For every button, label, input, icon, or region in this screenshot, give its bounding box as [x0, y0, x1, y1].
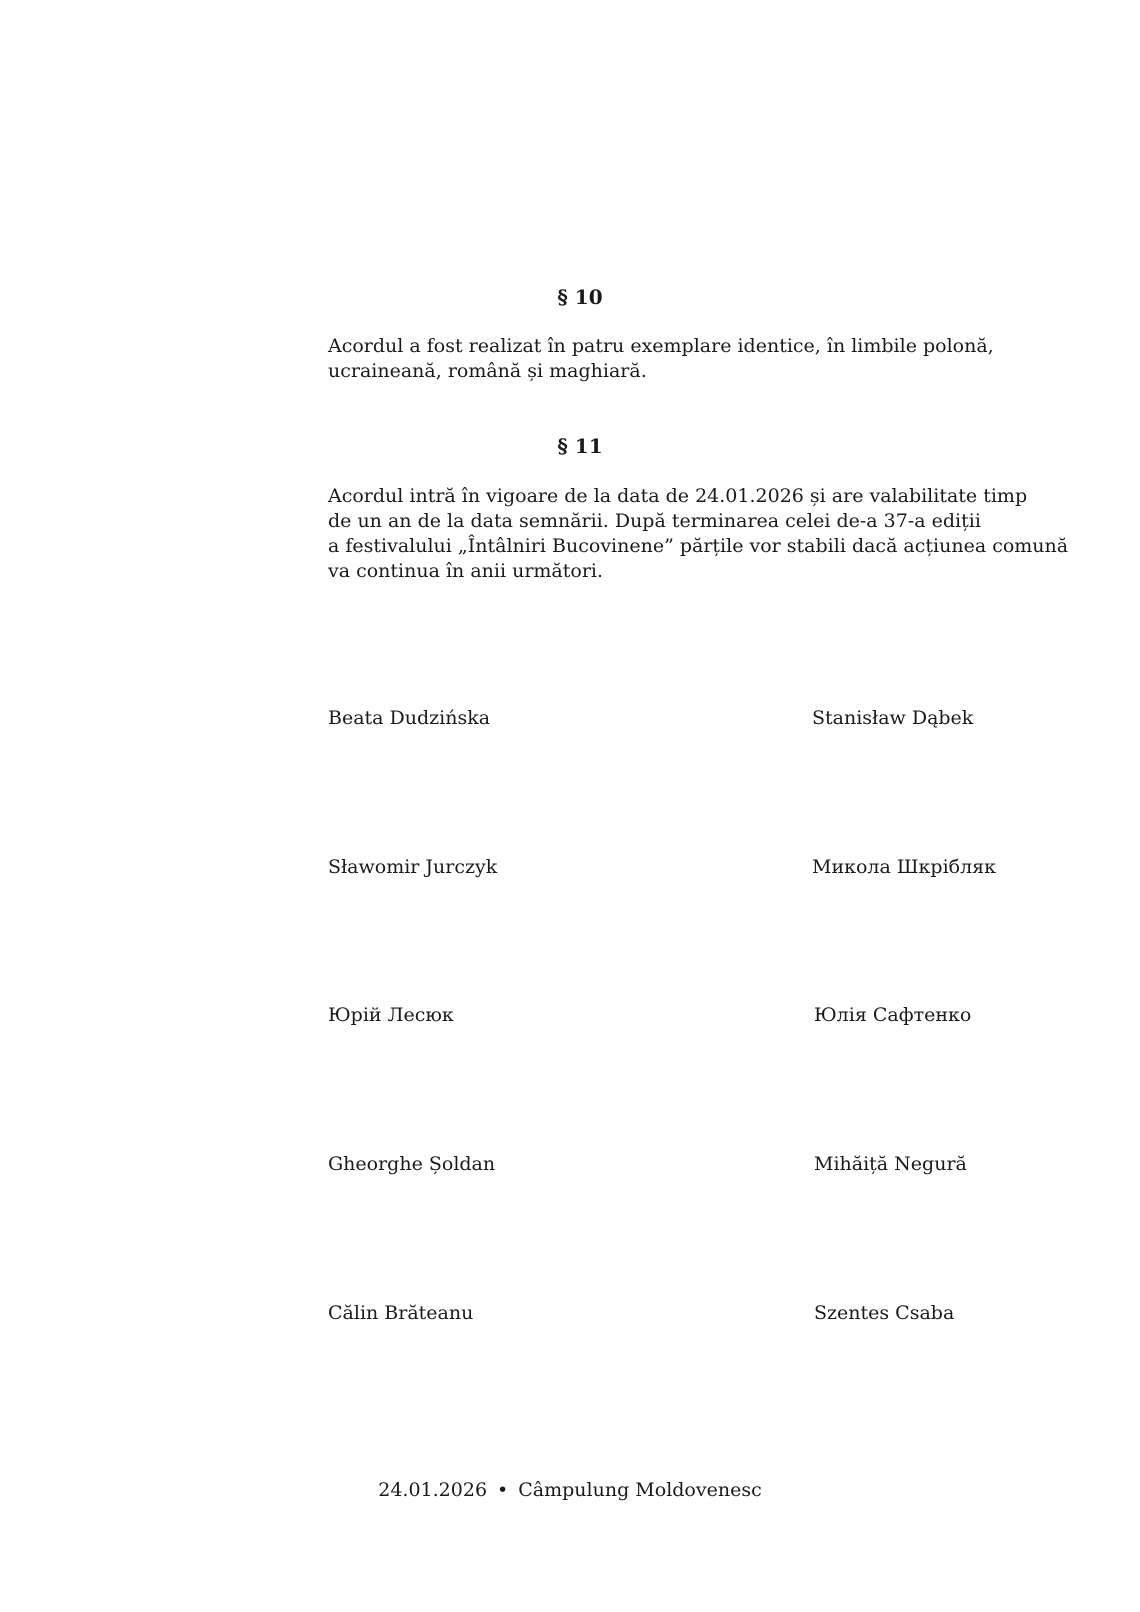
signature-name-right-4: Mihăiță Negură: [814, 1153, 967, 1175]
section-11-paragraph: [328, 484, 1069, 584]
signature-name-right-5: Szentes Csaba: [814, 1302, 955, 1324]
signature-name-right-2: Микола Шкрібляк: [812, 856, 997, 878]
signature-name-left-5: Călin Brăteanu: [328, 1302, 474, 1324]
signature-name-right-1: Stanisław Dąbek: [812, 707, 974, 729]
section-11-line-3: a festivalului „Întâlniri Bucovinene” părțile vor stabili dacă acțiunea comună: [328, 535, 1069, 557]
section-11-line-1: Acordul intră în vigoare de la data de 24.01.2026 și are valabilitate timp: [328, 485, 1028, 507]
section-10-line-2: ucraineană, română și maghiară.: [328, 360, 647, 382]
footer-place: Câmpulung Moldovenesc: [518, 1479, 762, 1501]
section-11-heading: § 11: [557, 434, 603, 458]
signature-name-left-2: Sławomir Jurczyk: [328, 856, 498, 878]
section-10-paragraph: [328, 334, 1028, 384]
signature-name-right-3: Юлія Сафтенко: [814, 1004, 972, 1026]
signature-name-left-4: Gheorghe Șoldan: [328, 1153, 496, 1175]
footer-date: 24.01.2026: [378, 1479, 488, 1501]
signature-name-left-1: Beata Dudzińska: [328, 707, 491, 729]
section-10-line-1: Acordul a fost realizat în patru exemplare identice, în limbile polonă,: [328, 335, 994, 357]
section-10-heading: § 10: [557, 285, 603, 309]
section-11-line-2: de un an de la data semnării. După terminarea celei de-a 37-a ediții: [328, 510, 981, 532]
footer-date-place: [0, 1478, 1140, 1502]
bullet-separator-icon: •: [497, 1479, 509, 1501]
signature-name-left-3: Юрій Лесюк: [328, 1004, 454, 1026]
section-11-line-4: va continua în anii următori.: [328, 560, 604, 582]
